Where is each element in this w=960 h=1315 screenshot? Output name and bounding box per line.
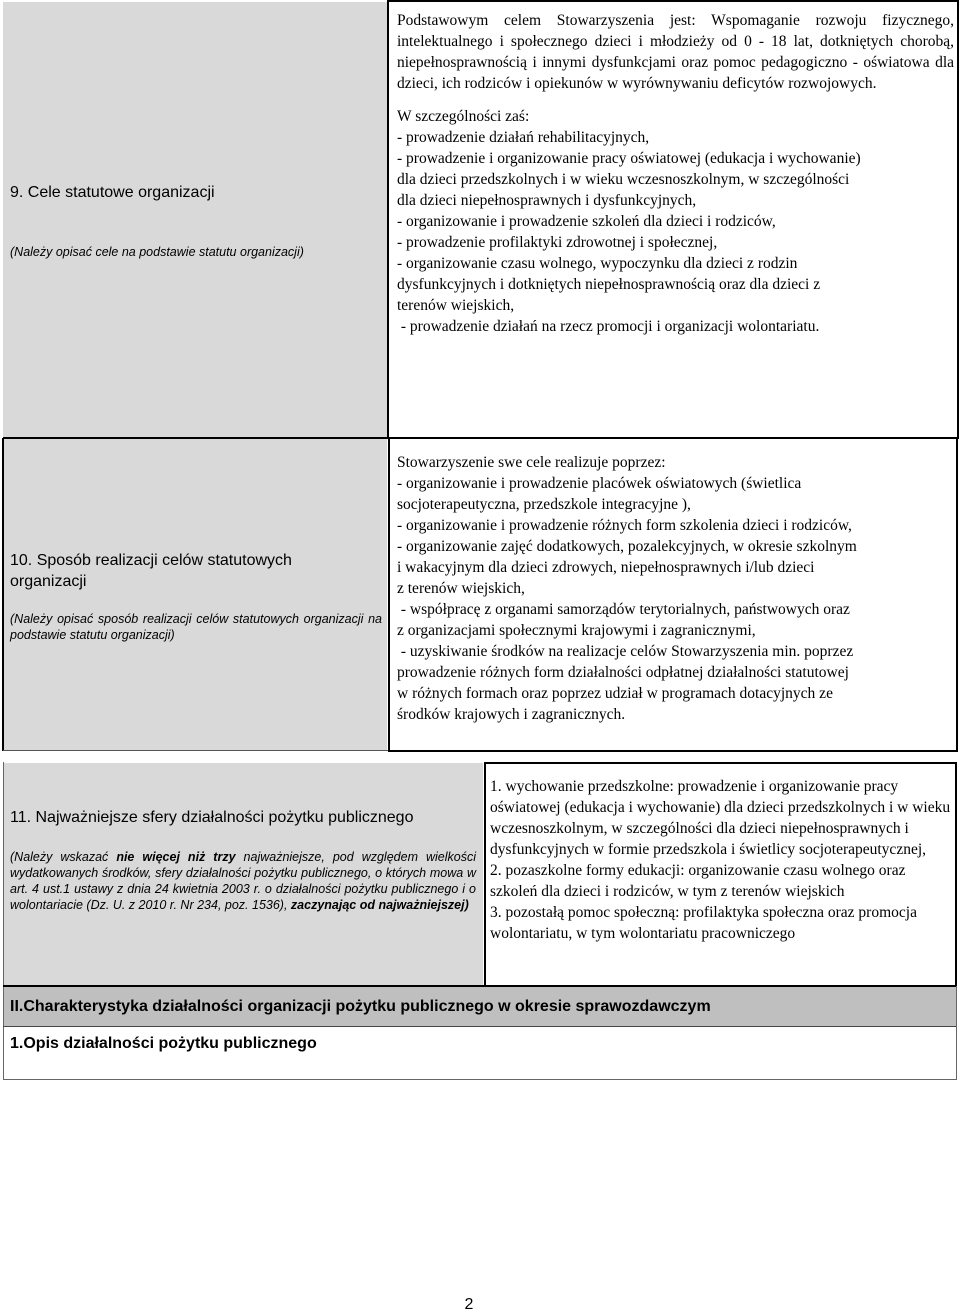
section10-line: prowadzenie różnych form działalności odpłatnej działalności statutowej [397,664,849,681]
section9-line: - prowadzenie profilaktyki zdrowotnej i społecznej, [397,234,718,251]
border-sec9-right [957,0,959,438]
section9-content [397,10,954,337]
border-sec11-right [955,762,957,986]
section9-line: - prowadzenie działań rehabilitacyjnych, [397,129,650,146]
section9-line: - prowadzenie i organizowanie pracy oświatowej (edukacja i wychowanie) [397,150,861,167]
border-left-outer [2,438,4,751]
section9-details [397,106,954,337]
section11-title: 11. Najważniejsze sfery działalności pożytku publicznego [10,809,414,826]
section11-note-middle: najważniejsze, pod względem wielkości wydatkowanych środków, sfery działalności pożytku publicznego, o których mowa w art. 4 ust.1 ustawy z dnia 24 kwietnia 2003 r. o działalności pożytku publicznego i o wolontariacie (Dz. U. z 2010 r. Nr 234, poz. 1536), [10,850,477,912]
border-right-outer [956,986,957,1080]
section10-content [397,452,954,725]
section11-note-emphasis-2: zaczynając od najważniejszej) [290,898,469,912]
section11-item: 2. pozaszkolne formy edukacji: organizowanie czasu wolnego oraz szkoleń dla dzieci i rodziców, w tym z terenów wiejskich [490,862,906,900]
section9-line: - organizowanie i prowadzenie szkoleń dla dzieci i rodziców, [397,213,776,230]
border-sec11-top [484,762,957,764]
section10-line: - organizowanie i prowadzenie różnych form szkolenia dzieci i rodziców, [397,517,852,534]
section10-note: (Należy opisać sposób realizacji celów statutowych organizacji na podstawie statutu organizacji) [10,612,382,642]
section9-line: - prowadzenie działań na rzecz promocji i organizacji wolontariatu. [397,318,820,335]
section10-line: - organizowanie zajęć dodatkowych, pozalekcyjnych, w okresie szkolnym [397,538,857,555]
section10-line: z organizacjami społecznymi krajowymi i zagranicznymi, [397,622,756,639]
border-sec11-left [484,762,486,986]
section9-note: (Należy opisać cele na podstawie statutu organizacji) [10,245,304,259]
section10-line: w różnych formach oraz poprzez udział w programach dotacyjnych ze [397,685,833,702]
section11-note-emphasis: nie więcej niż trzy [116,850,236,864]
section10-line: - współpracę z organami samorządów terytorialnych, państwowych oraz [397,601,850,618]
border-sec9-top [387,0,959,2]
section9-line: dysfunkcyjnych i dotkniętych niepełnosprawnością oraz dla dzieci z [397,276,821,293]
section10-line: - organizowanie i prowadzenie placówek oświatowych (świetlica [397,475,802,492]
section9-paragraph: Podstawowym celem Stowarzyszenia jest: Wspomaganie rozwoju fizycznego, intelektualnego i społecznego dzieci i młodzieży od 0 - 18 lat, dotkniętych chorobą, niepełnosprawnością i innymi dysfunkcjami oraz pomoc pedagogiczno - oświatowa dla dzieci, ich rodziców i opiekunów w wyrównywaniu deficytów rozwojowych. [397,12,954,92]
section9-line: dla dzieci przedszkolnych i w wieku wczesnoszkolnym, w szczególności [397,171,850,188]
border-bottom-outer [3,1079,957,1080]
border-part2-top [3,985,957,987]
section9-line: - organizowanie czasu wolnego, wypoczynku dla dzieci z rodzin [397,255,798,272]
section9-line: W szczególności zaś: [397,108,530,125]
section10-line: środków krajowych i zagranicznych. [397,706,626,723]
section9-line: terenów wiejskich, [397,297,515,314]
section11-item: 1. wychowanie przedszkolne: prowadzenie i organizowanie pracy oświatowej (edukacja i wychowanie) dla dzieci przedszkolnych i w wieku wczesnoszkolnym, w szczególności dla dzieci niepełnosprawnych i dysfunkcyjnych w formie przedszkola i świetlicy socjoterapeutycznej, [490,778,951,858]
section10-line: socjoterapeutyczna, przedszkole integracyjne ), [397,496,691,513]
border-outer-left [3,762,4,1080]
border-sec10-bottom-left [3,750,388,751]
section9-line: dla dzieci niepełnosprawnych i dysfunkcyjnych, [397,192,697,209]
section11-item: 3. pozostałą pomoc społeczną: profilaktyka społeczna oraz promocja wolontariatu, w tym wolontariatu pracowniczego [490,904,917,942]
section10-label-cell [3,438,387,750]
part2-subheading: 1.Opis działalności pożytku publicznego [10,1035,317,1052]
section10-line: - uzyskiwanie środków na realizacje celów Stowarzyszenia min. poprzez [397,643,854,660]
border-sec10-right [956,438,958,752]
section10-line: z terenów wiejskich, [397,580,525,597]
section10-line: i wakacyjnym dla dzieci zdrowych, niepełnosprawnych i/lub dzieci [397,559,815,576]
page-number: 2 [464,1296,474,1313]
section10-line: Stowarzyszenie swe cele realizuje poprzez: [397,454,666,471]
border-sec10-bottom [388,750,958,752]
section10-title: 10. Sposób realizacji celów statutowych organizacji [10,552,292,590]
part2-heading: II.Charakterystyka działalności organizacji pożytku publicznego w okresie sprawozdawczym [10,998,711,1015]
section11-items [490,776,952,944]
border-sec9-left [387,0,389,438]
border-part2-mid [3,1026,957,1027]
section11-note [10,849,476,913]
border-sec10-left [388,438,390,752]
section11-note-prefix: (Należy wskazać [10,850,117,864]
border-sec9-bottom [3,437,959,439]
section9-label-cell [3,2,387,438]
section9-title: 9. Cele statutowe organizacji [10,184,215,201]
